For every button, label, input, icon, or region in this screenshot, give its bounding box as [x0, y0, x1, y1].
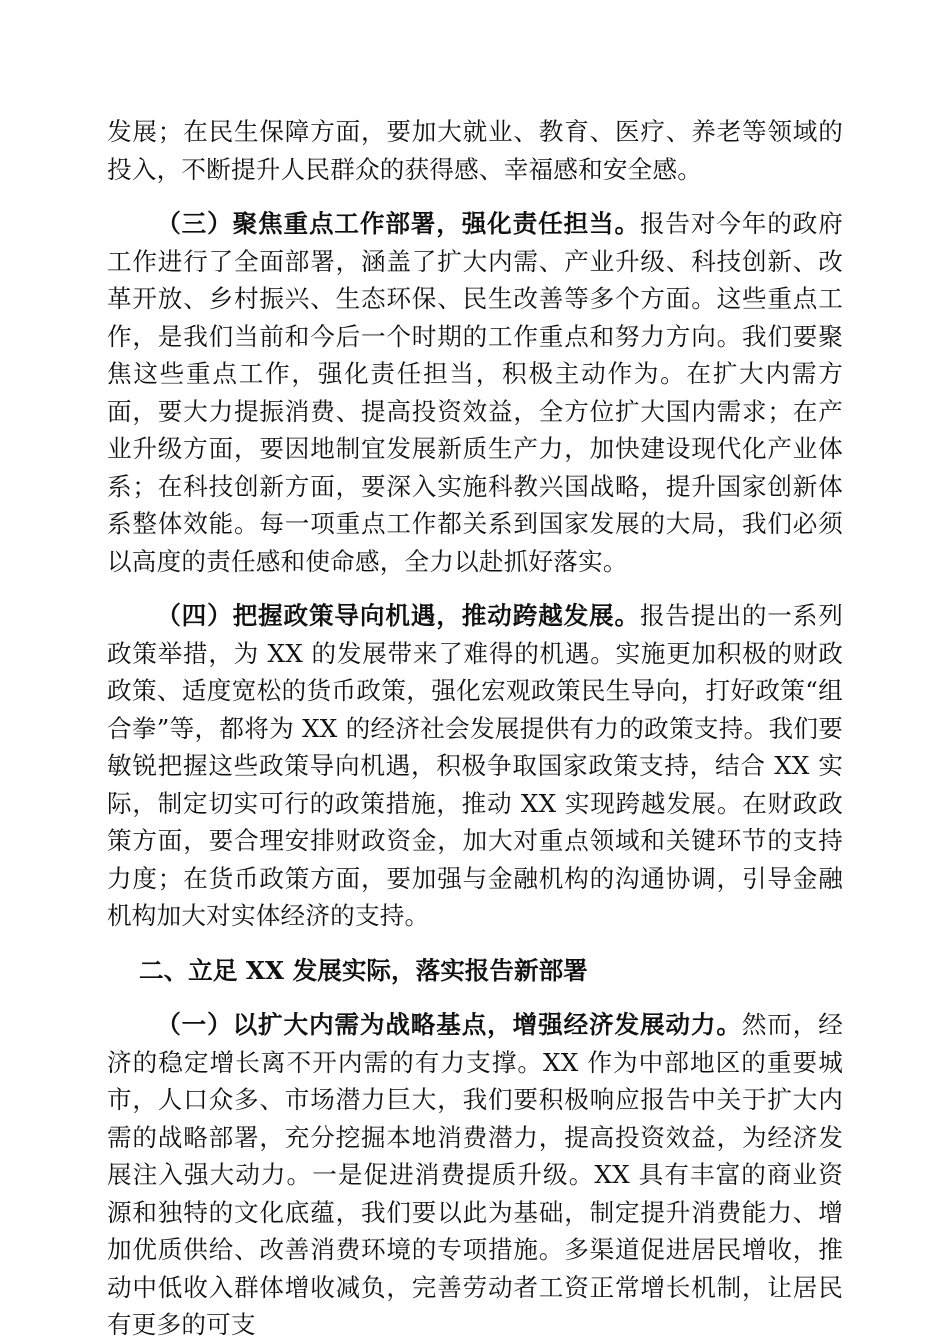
document-page: [107, 113, 843, 1344]
paragraph-continuation: [107, 113, 843, 188]
section-lead-heading: （四）把握政策导向机遇，推动跨越发展。: [156, 601, 640, 630]
paragraph-section-2-1: [107, 1006, 843, 1344]
paragraph-text: 报告对今年的政府工作进行了全面部署，涵盖了扩大内需、产业升级、科技创新、改革开放、乡村振兴、生态环保、民生改善等多个方面。这些重点工作，是我们当前和今后一个时期的工作重点和努力方向。我们要聚焦这些重点工作，强化责任担当，积极主动作为。在扩大内需方面，要大力提振消费、提高投资效益，全方位扩大国内需求；在产业升级方面，要因地制宜发展新质生产力，加快建设现代化产业体系；在科技创新方面，要深入实施科教兴国战略，提升国家创新体系整体效能。每一项重点工作都关系到国家发展的大局，我们必须以高度的责任感和使命感，全力以赴抓好落实。: [107, 209, 843, 576]
section-lead-heading: （一）以扩大内需为战略基点，增强经济发展动力。: [156, 1010, 742, 1039]
paragraph-section-3: [107, 205, 843, 580]
paragraph-section-4: [107, 597, 843, 935]
paragraph-text: 然而，经济的稳定增长离不开内需的有力支撑。XX 作为中部地区的重要城市，人口众多、市场潜力巨大，我们要积极响应报告中关于扩大内需的战略部署，充分挖掘本地消费潜力，提高投资效益，为经济发展注入强大动力。一是促进消费提质升级。XX 具有丰富的商业资源和独特的文化底蕴，我们要以此为基础，制定提升消费能力、增加优质供给、改善消费环境的专项措施。多渠道促进居民增收，推动中低收入群体增收减负，完善劳动者工资正常增长机制，让居民有更多的可支: [107, 1010, 843, 1339]
paragraph-text: 报告提出的一系列政策举措，为 XX 的发展带来了难得的机遇。实施更加积极的财政政策、适度宽松的货币政策，强化宏观政策民生导向，打好政策“组合拳”等，都将为 XX 的经济社会发展提供有力的政策支持。我们要敏锐把握这些政策导向机遇，积极争取国家政策支持，结合 XX 实际，制定切实可行的政策措施，推动 XX 实现跨越发展。在财政政策方面，要合理安排财政资金，加大对重点领域和关键环节的支持力度；在货币政策方面，要加强与金融机构的沟通协调，引导金融机构加大对实体经济的支持。: [107, 601, 843, 930]
chapter-heading-2: 二、立足 XX 发展实际，落实报告新部署: [138, 955, 588, 985]
section-lead-heading: （三）聚焦重点工作部署，强化责任担当。: [156, 209, 640, 238]
paragraph-text: 发展；在民生保障方面，要加大就业、教育、医疗、养老等领域的投入，不断提升人民群众的获得感、幸福感和安全感。: [107, 117, 843, 184]
